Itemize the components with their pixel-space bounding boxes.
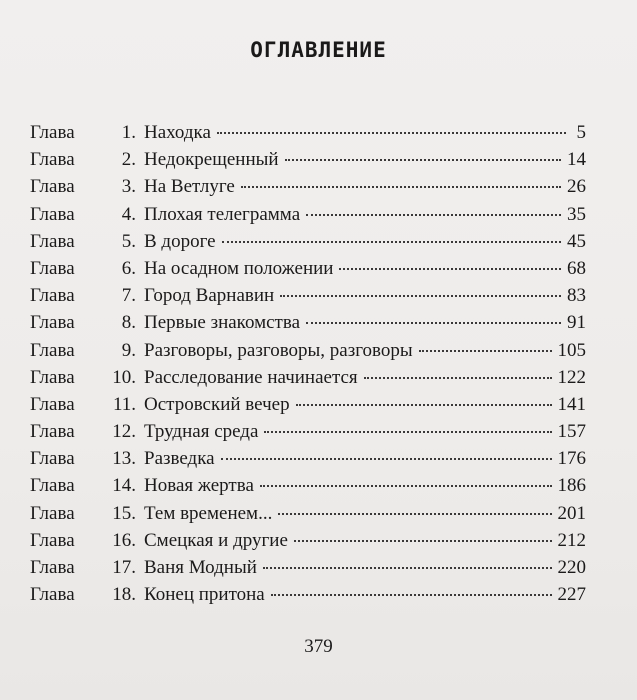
chapter-title: Трудная среда bbox=[144, 421, 259, 443]
table-of-contents bbox=[30, 122, 586, 611]
toc-row bbox=[30, 312, 586, 339]
chapter-title: Первые знакомства bbox=[144, 312, 300, 334]
page-number: 212 bbox=[557, 529, 586, 551]
toc-row bbox=[30, 503, 586, 530]
page-number: 45 bbox=[567, 230, 586, 252]
show-through-line bbox=[360, 0, 637, 22]
page-number: 35 bbox=[567, 203, 586, 225]
chapter-number: 16. bbox=[112, 529, 136, 551]
chapter-number: 1. bbox=[121, 122, 136, 143]
toc-row bbox=[30, 421, 586, 448]
toc-row bbox=[30, 530, 586, 557]
page-number: 5 bbox=[576, 122, 586, 143]
page-number: 176 bbox=[557, 448, 586, 470]
page-number: 91 bbox=[567, 312, 586, 334]
chapter-word: Глава bbox=[30, 584, 75, 606]
chapter-number: 3. bbox=[121, 176, 136, 198]
chapter-word: Глава bbox=[30, 502, 75, 524]
chapter-title: Разведка bbox=[144, 448, 215, 470]
chapter-number: 9. bbox=[121, 339, 136, 361]
toc-row bbox=[30, 340, 586, 367]
toc-row bbox=[30, 176, 586, 203]
toc-row bbox=[30, 475, 586, 502]
dot-leader bbox=[264, 431, 551, 433]
dot-leader bbox=[419, 350, 552, 352]
chapter-word: Глава bbox=[30, 366, 75, 388]
toc-row bbox=[30, 285, 586, 312]
chapter-word: Глава bbox=[30, 475, 75, 497]
dot-leader bbox=[294, 540, 552, 542]
page-number: 26 bbox=[567, 176, 586, 198]
chapter-title: Разговоры, разговоры, разговоры bbox=[144, 339, 413, 361]
dot-leader bbox=[278, 513, 551, 515]
chapter-word: Глава bbox=[30, 448, 75, 470]
chapter-number: 18. bbox=[112, 584, 136, 606]
toc-row bbox=[30, 557, 586, 584]
page-number: 14 bbox=[567, 149, 586, 171]
dot-leader bbox=[296, 404, 552, 406]
chapter-number: 6. bbox=[121, 257, 136, 279]
chapter-title: На Ветлуге bbox=[144, 176, 235, 198]
chapter-number: 8. bbox=[121, 312, 136, 334]
toc-row bbox=[30, 149, 586, 176]
dot-leader bbox=[260, 485, 552, 487]
dot-leader bbox=[364, 377, 552, 379]
chapter-title: Город Варнавин bbox=[144, 285, 275, 307]
chapter-word: Глава bbox=[30, 149, 75, 171]
chapter-number: 2. bbox=[121, 149, 136, 171]
chapter-title: Смецкая и другие bbox=[144, 529, 288, 551]
chapter-title: Плохая телеграмма bbox=[144, 203, 301, 225]
chapter-word: Глава bbox=[30, 393, 75, 415]
dot-leader bbox=[285, 159, 561, 161]
chapter-number: 13. bbox=[112, 448, 136, 470]
chapter-number: 7. bbox=[121, 285, 136, 307]
dot-leader bbox=[339, 268, 561, 270]
chapter-title: Конец притона bbox=[144, 584, 265, 606]
chapter-word: Глава bbox=[30, 230, 75, 252]
page-number: 186 bbox=[557, 475, 586, 497]
chapter-word: Глава bbox=[30, 339, 75, 361]
dot-leader bbox=[221, 458, 552, 460]
chapter-title: Недокрещенный bbox=[144, 149, 279, 171]
toc-row bbox=[30, 258, 586, 285]
chapter-number: 4. bbox=[121, 203, 136, 225]
page-title: ОГЛАВЛЕНИЕ bbox=[250, 38, 387, 62]
chapter-title: Находка bbox=[144, 122, 211, 143]
dot-leader bbox=[222, 241, 561, 243]
chapter-number: 11. bbox=[112, 393, 136, 415]
dot-leader bbox=[306, 322, 561, 324]
chapter-title: Новая жертва bbox=[144, 475, 254, 497]
page-number: 227 bbox=[557, 584, 586, 606]
show-through-line bbox=[360, 66, 637, 88]
chapter-title: В дороге bbox=[144, 230, 216, 252]
toc-row bbox=[30, 394, 586, 421]
chapter-word: Глава bbox=[30, 557, 75, 578]
page-number: 220 bbox=[557, 557, 586, 578]
dot-leader bbox=[271, 594, 552, 596]
chapter-word: Глава bbox=[30, 529, 75, 551]
dot-leader bbox=[241, 186, 561, 188]
dot-leader bbox=[263, 567, 552, 569]
chapter-number: 12. bbox=[112, 421, 136, 443]
chapter-word: Глава bbox=[30, 312, 75, 334]
dot-leader bbox=[280, 295, 561, 297]
chapter-number: 17. bbox=[112, 557, 136, 578]
toc-row bbox=[30, 122, 586, 149]
toc-row bbox=[30, 231, 586, 258]
chapter-word: Глава bbox=[30, 257, 75, 279]
chapter-title: Ваня Модный bbox=[144, 557, 257, 578]
chapter-number: 14. bbox=[112, 475, 136, 497]
toc-row bbox=[30, 448, 586, 475]
toc-row bbox=[30, 584, 586, 611]
toc-row bbox=[30, 204, 586, 231]
page-number: 157 bbox=[557, 421, 586, 443]
page-number: 105 bbox=[557, 339, 586, 361]
chapter-title: Расследование начинается bbox=[144, 366, 358, 388]
dot-leader bbox=[217, 132, 566, 134]
chapter-number: 5. bbox=[121, 230, 136, 252]
chapter-word: Глава bbox=[30, 285, 75, 307]
chapter-word: Глава bbox=[30, 176, 75, 198]
chapter-title: На осадном положении bbox=[144, 257, 334, 279]
page-number: 122 bbox=[557, 366, 586, 388]
page-folio: 379 bbox=[304, 636, 333, 657]
dot-leader bbox=[306, 214, 561, 216]
page-number: 141 bbox=[557, 393, 586, 415]
toc-row bbox=[30, 367, 586, 394]
page-number: 83 bbox=[567, 285, 586, 307]
page-number: 68 bbox=[567, 257, 586, 279]
show-through-line bbox=[360, 88, 637, 110]
chapter-title: Тем временем... bbox=[144, 502, 273, 524]
chapter-number: 15. bbox=[112, 502, 136, 524]
chapter-word: Глава bbox=[30, 122, 75, 143]
chapter-word: Глава bbox=[30, 421, 75, 443]
chapter-number: 10. bbox=[112, 366, 136, 388]
page-number: 201 bbox=[557, 502, 586, 524]
chapter-word: Глава bbox=[30, 203, 75, 225]
chapter-title: Островский вечер bbox=[144, 393, 290, 415]
